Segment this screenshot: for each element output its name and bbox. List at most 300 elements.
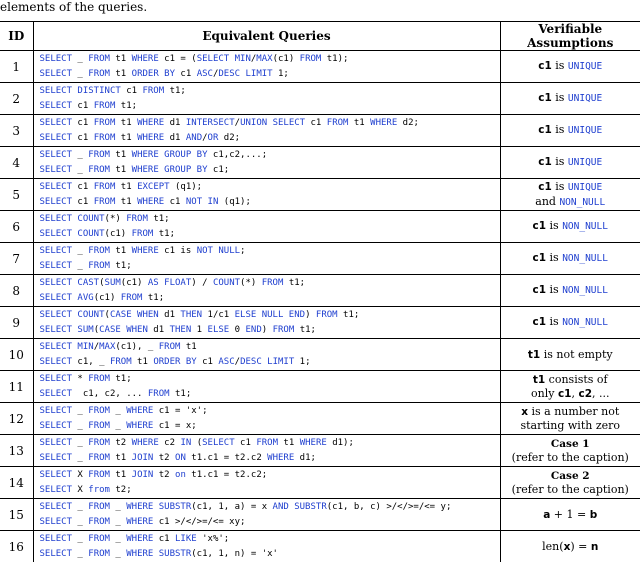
sql-keyword: on <box>175 470 186 480</box>
row-id: 3 <box>0 115 33 147</box>
table-row <box>0 243 640 275</box>
text-segment: _ <box>110 549 126 559</box>
row-id: 15 <box>0 499 33 531</box>
text-segment: _ <box>72 150 88 160</box>
text-segment: and <box>535 195 559 208</box>
assumption-cell <box>500 243 640 275</box>
text-segment: _ <box>72 261 88 271</box>
sql-keyword: SELECT <box>40 118 73 128</box>
sql-keyword: ELSE <box>208 325 230 335</box>
row-id: 11 <box>0 371 33 403</box>
text-segment: t1 <box>110 246 132 256</box>
text-segment: ( <box>94 325 99 335</box>
query-cell <box>33 243 500 275</box>
table-caption: elements of the queries. <box>0 0 640 20</box>
sql-keyword: WHERE <box>137 118 164 128</box>
text-segment: is <box>552 155 568 168</box>
row-id: 5 <box>0 179 33 211</box>
text-segment: d2; <box>218 133 240 143</box>
query-line-2 <box>40 291 500 306</box>
sql-keyword: WHERE <box>137 197 164 207</box>
bold-term: x <box>564 541 571 553</box>
sql-keyword: AS FLOAT <box>148 278 191 288</box>
sql-keyword: SELECT <box>40 389 73 399</box>
assumption-cell <box>500 339 640 371</box>
sql-keyword: SELECT <box>40 182 73 192</box>
header-id: ID <box>0 22 33 51</box>
text-segment: (c1) <box>94 293 121 303</box>
sql-keyword: FROM <box>88 470 110 480</box>
text-segment: c1 <box>235 438 257 448</box>
table-row <box>0 307 640 339</box>
sql-keyword: JOIN <box>132 453 154 463</box>
assumption-cell <box>500 147 640 179</box>
text-segment: t1 <box>110 165 132 175</box>
equivalent-queries-table <box>0 21 640 562</box>
query-cell <box>33 275 500 307</box>
table-row <box>0 435 640 467</box>
text-segment: is <box>546 315 562 328</box>
sql-keyword: FROM <box>94 118 116 128</box>
sql-keyword: FROM <box>126 214 148 224</box>
sql-keyword: FROM <box>316 310 338 320</box>
text-segment: 0 <box>229 325 245 335</box>
query-line-1 <box>40 116 500 131</box>
sql-keyword: WHERE <box>132 246 159 256</box>
sql-keyword: IN <box>180 438 191 448</box>
sql-keyword: SELECT DISTINCT <box>40 86 121 96</box>
sql-keyword: SELECT <box>40 406 73 416</box>
sql-keyword: LIMIT <box>246 69 273 79</box>
sql-keyword: ORDER BY <box>132 69 175 79</box>
text-segment: + 1 = <box>550 508 589 521</box>
row-id: 6 <box>0 211 33 243</box>
row-id: 16 <box>0 531 33 562</box>
text-segment: _ <box>72 453 88 463</box>
sql-keyword: FROM <box>159 342 181 352</box>
text-segment: t1; <box>338 310 360 320</box>
text-segment: t1; <box>115 101 137 111</box>
query-line-2 <box>40 163 500 178</box>
query-line-2 <box>40 515 500 530</box>
sql-keyword: NOT NULL <box>197 246 240 256</box>
text-segment: _ <box>72 69 88 79</box>
sql-keyword: ON <box>175 453 186 463</box>
text-segment: t1 <box>115 118 137 128</box>
query-line-2 <box>40 131 500 146</box>
sql-keyword: FROM <box>94 182 116 192</box>
text-segment: _ <box>72 165 88 175</box>
table-row <box>0 467 640 499</box>
query-line-2 <box>40 323 500 338</box>
text-segment: (c1, 1, a) = x <box>191 502 272 512</box>
sql-keyword: END <box>245 325 261 335</box>
text-segment: c1 <box>305 118 327 128</box>
sql-keyword: WHERE SUBSTR <box>126 502 191 512</box>
text-segment: t1 <box>115 182 137 192</box>
text-segment: / <box>235 357 240 367</box>
table-body <box>0 51 640 562</box>
query-line-1 <box>40 244 500 259</box>
text-segment: 1/c1 <box>202 310 235 320</box>
text-segment: (c1) <box>121 278 148 288</box>
text-segment: _ <box>72 421 88 431</box>
assumption-cell <box>500 83 640 115</box>
text-segment: X <box>72 485 88 495</box>
text-segment: starting with zero <box>520 419 620 432</box>
text-segment: is <box>546 251 562 264</box>
bold-term: Case 1 <box>551 438 590 450</box>
text-segment: c1 = x; <box>153 421 196 431</box>
query-line-1 <box>40 180 500 195</box>
assumption-cell <box>500 275 640 307</box>
sql-keyword: FROM <box>88 517 110 527</box>
sql-keyword: MAX <box>99 342 115 352</box>
query-cell <box>33 51 500 83</box>
bold-term: t1 <box>533 374 545 386</box>
text-segment: _ <box>72 534 88 544</box>
text-segment: (*) <box>240 278 262 288</box>
sql-keyword: FROM <box>88 54 110 64</box>
sql-keyword: FROM <box>94 197 116 207</box>
text-segment: (refer to the caption) <box>512 483 629 496</box>
sql-keyword: FROM <box>256 438 278 448</box>
text-segment: is <box>552 59 568 72</box>
text-segment: t1.c1 = t2.c2; <box>186 470 267 480</box>
sql-keyword: SELECT COUNT <box>40 310 105 320</box>
sql-keyword: SELECT <box>40 549 73 559</box>
query-line-1 <box>40 468 500 483</box>
text-segment: c1 is <box>159 246 197 256</box>
text-segment: t1 <box>180 342 196 352</box>
text-segment: c1 = ( <box>159 54 197 64</box>
sql-keyword: SELECT <box>40 517 73 527</box>
sql-keyword: THEN <box>180 310 202 320</box>
sql-keyword: FROM <box>88 549 110 559</box>
table-row <box>0 531 640 562</box>
text-segment: d1 <box>148 325 170 335</box>
row-id: 12 <box>0 403 33 435</box>
query-line-1 <box>40 404 500 419</box>
text-segment: _ <box>110 502 126 512</box>
text-segment: ( <box>99 278 104 288</box>
sql-keyword: SELECT COUNT <box>40 229 105 239</box>
query-cell <box>33 531 500 562</box>
header-queries: Equivalent Queries <box>33 22 500 51</box>
text-segment: t1; <box>283 278 305 288</box>
sql-keyword: FROM <box>88 453 110 463</box>
text-segment: _ <box>110 421 126 431</box>
text-segment: c1 <box>121 86 143 96</box>
table-row <box>0 115 640 147</box>
sql-keyword: COUNT <box>213 278 240 288</box>
sql-keyword: ELSE NULL END <box>235 310 305 320</box>
query-line-2 <box>40 227 500 242</box>
sql-keyword: FROM <box>88 406 110 416</box>
text-segment: d1 <box>164 133 186 143</box>
text-segment: (q1); <box>218 197 251 207</box>
text-segment: only <box>531 387 558 400</box>
text-segment: (refer to the caption) <box>512 451 629 464</box>
sql-keyword: WHERE <box>126 517 153 527</box>
query-line-2 <box>40 259 500 274</box>
text-segment: t1; <box>170 389 192 399</box>
text-segment: ) / <box>191 278 213 288</box>
row-id: 9 <box>0 307 33 339</box>
text-segment: t2 <box>153 470 175 480</box>
text-segment: c1 = 'x'; <box>153 406 207 416</box>
text-segment: t1; <box>294 325 316 335</box>
sql-keyword: FROM <box>121 293 143 303</box>
sql-keyword: SELECT <box>40 534 73 544</box>
text-segment: c1 <box>153 534 175 544</box>
text-segment: / <box>235 118 240 128</box>
sql-keyword: EXCEPT <box>137 182 170 192</box>
text-segment: c1 <box>197 357 219 367</box>
sql-keyword: FROM <box>262 278 284 288</box>
text-segment: t1 <box>115 197 137 207</box>
sql-keyword: FROM <box>88 261 110 271</box>
sql-keyword: SELECT <box>40 470 73 480</box>
sql-keyword: WHERE <box>126 534 153 544</box>
text-segment: t1; <box>153 229 175 239</box>
sql-keyword: FROM <box>110 357 132 367</box>
query-line-1 <box>40 500 500 515</box>
text-segment: is not empty <box>540 348 612 361</box>
text-segment: _ <box>110 517 126 527</box>
text-segment: c1 <box>175 69 197 79</box>
bold-term: c1 <box>533 220 547 232</box>
text-segment: t1; <box>110 261 132 271</box>
sql-keyword: SELECT <box>40 197 73 207</box>
sql-keyword: FROM <box>88 421 110 431</box>
bold-term: c1 <box>533 284 547 296</box>
text-segment: t1; <box>142 293 164 303</box>
assumption-cell <box>500 51 640 83</box>
text-segment: t1 <box>278 438 300 448</box>
sql-keyword: WHERE <box>126 421 153 431</box>
text-segment: is <box>552 180 568 193</box>
text-segment: is a number not <box>528 405 619 418</box>
sql-keyword: WHERE <box>126 406 153 416</box>
sql-keyword: SELECT <box>40 69 73 79</box>
assumption-cell <box>500 307 640 339</box>
bold-term: c1 <box>538 92 552 104</box>
bold-term: c1 <box>538 124 552 136</box>
text-segment: ( <box>191 438 202 448</box>
query-line-2 <box>40 195 500 210</box>
sql-keyword: FROM <box>327 118 349 128</box>
text-segment: is <box>546 219 562 232</box>
text-segment: d1 <box>159 310 181 320</box>
text-segment: 1; <box>294 357 310 367</box>
text-segment: 1; <box>273 69 289 79</box>
sql-keyword: FROM <box>88 69 110 79</box>
sql-keyword: FROM <box>88 438 110 448</box>
sql-keyword: SELECT MIN <box>40 342 94 352</box>
sql-keyword: JOIN <box>132 470 154 480</box>
text-segment: c1, c2, ... <box>72 389 148 399</box>
table-row <box>0 403 640 435</box>
query-cell <box>33 211 500 243</box>
text-segment: X <box>72 470 88 480</box>
sql-keyword: FROM <box>88 502 110 512</box>
sql-keyword: SELECT <box>40 54 73 64</box>
text-segment: t1 <box>115 133 137 143</box>
text-segment: _ <box>72 246 88 256</box>
row-id: 2 <box>0 83 33 115</box>
text-segment: (c1) <box>273 54 300 64</box>
constraint-name: UNIQUE <box>568 125 602 136</box>
text-segment: c1; <box>208 165 230 175</box>
text-segment: t1 <box>110 150 132 160</box>
text-segment: 1 <box>191 325 207 335</box>
assumption-cell <box>500 211 640 243</box>
query-line-2 <box>40 99 500 114</box>
table-row <box>0 339 640 371</box>
text-segment: t1 <box>110 69 132 79</box>
query-line-1 <box>40 436 500 451</box>
text-segment: t1; <box>110 374 132 384</box>
text-segment: t1.c1 = t2.c2 <box>186 453 267 463</box>
text-segment: t1 <box>110 470 132 480</box>
sql-keyword: FROM <box>88 534 110 544</box>
text-segment: * <box>72 374 88 384</box>
header-row <box>0 22 640 51</box>
text-segment: / <box>251 54 256 64</box>
query-cell <box>33 179 500 211</box>
table-row <box>0 371 640 403</box>
constraint-name: NON_NULL <box>562 317 608 328</box>
row-id: 13 <box>0 435 33 467</box>
bold-term: c1 <box>538 156 552 168</box>
text-segment: c1 >/</>=/<= xy; <box>153 517 245 527</box>
sql-keyword: FROM <box>273 325 295 335</box>
query-line-2 <box>40 387 500 402</box>
sql-keyword: ASC <box>218 357 234 367</box>
assumption-cell <box>500 115 640 147</box>
sql-keyword: WHERE <box>132 438 159 448</box>
query-cell <box>33 83 500 115</box>
table-row <box>0 83 640 115</box>
text-segment: t1; <box>164 86 186 96</box>
text-segment: _ <box>72 54 88 64</box>
text-segment: ) = <box>570 540 591 553</box>
constraint-name: NON_NULL <box>559 197 605 208</box>
assumption-cell <box>500 467 640 499</box>
query-cell <box>33 339 500 371</box>
sql-keyword: DESC <box>218 69 240 79</box>
query-line-1 <box>40 532 500 547</box>
table-row <box>0 179 640 211</box>
sql-keyword: FROM <box>88 150 110 160</box>
sql-keyword: SELECT <box>40 453 73 463</box>
row-id: 14 <box>0 467 33 499</box>
text-segment: (c1, 1, n) = 'x' <box>191 549 278 559</box>
text-segment: ) <box>305 310 316 320</box>
sql-keyword: WHERE <box>267 453 294 463</box>
row-id: 8 <box>0 275 33 307</box>
query-line-1 <box>40 212 500 227</box>
sql-keyword: OR <box>208 133 219 143</box>
query-line-1 <box>40 308 500 323</box>
text-segment: ) <box>262 325 273 335</box>
query-line-2 <box>40 451 500 466</box>
text-segment: t2 <box>153 453 175 463</box>
text-segment: c2 <box>159 438 181 448</box>
query-cell <box>33 371 500 403</box>
text-segment: is <box>546 283 562 296</box>
sql-keyword: SUM <box>105 278 121 288</box>
sql-keyword: SELECT <box>40 133 73 143</box>
sql-keyword: FROM <box>94 133 116 143</box>
text-segment: (q1); <box>170 182 203 192</box>
bold-term: c1 <box>538 60 552 72</box>
text-segment: , <box>571 387 578 400</box>
text-segment: _ <box>110 534 126 544</box>
sql-keyword: LIKE <box>175 534 197 544</box>
sql-keyword: from <box>88 485 110 495</box>
text-segment: (c1) <box>105 229 132 239</box>
sql-keyword: SELECT AVG <box>40 293 94 303</box>
text-segment: is <box>552 123 568 136</box>
sql-keyword: WHERE GROUP BY <box>132 150 208 160</box>
constraint-name: UNIQUE <box>568 61 602 72</box>
query-cell <box>33 147 500 179</box>
text-segment: c1 <box>72 182 94 192</box>
sql-keyword: ASC <box>197 69 213 79</box>
sql-keyword: WHERE <box>132 54 159 64</box>
bold-term: c2 <box>578 388 592 400</box>
text-segment: , ... <box>592 387 609 400</box>
sql-keyword: SELECT <box>40 357 73 367</box>
text-segment: _ <box>72 438 88 448</box>
text-segment: c1, _ <box>72 357 110 367</box>
sql-keyword: SELECT <box>40 374 73 384</box>
text-segment: c1 <box>164 197 186 207</box>
bold-term: c1 <box>558 388 572 400</box>
sql-keyword: SELECT <box>40 150 73 160</box>
text-segment: ; <box>240 246 245 256</box>
row-id: 7 <box>0 243 33 275</box>
assumption-cell <box>500 499 640 531</box>
text-segment: _ <box>72 549 88 559</box>
query-line-1 <box>40 372 500 387</box>
sql-keyword: INTERSECT <box>186 118 235 128</box>
text-segment: c1 <box>72 101 94 111</box>
query-line-2 <box>40 547 500 562</box>
query-line-2 <box>40 483 500 498</box>
sql-keyword: THEN <box>170 325 192 335</box>
sql-keyword: FROM <box>142 86 164 96</box>
sql-keyword: FROM <box>300 54 322 64</box>
sql-keyword: AND <box>186 133 202 143</box>
bold-term: n <box>591 541 598 553</box>
text-segment: t1); <box>321 54 348 64</box>
text-segment: (*) <box>105 214 127 224</box>
constraint-name: UNIQUE <box>568 182 602 193</box>
sql-keyword: CASE WHEN <box>99 325 148 335</box>
bold-term: a <box>543 509 550 521</box>
sql-keyword: CASE WHEN <box>110 310 159 320</box>
query-cell <box>33 403 500 435</box>
sql-keyword: FROM <box>148 389 170 399</box>
bold-term: c1 <box>533 252 547 264</box>
query-line-1 <box>40 84 500 99</box>
table-row <box>0 275 640 307</box>
bold-term: t1 <box>528 349 540 361</box>
table-row <box>0 51 640 83</box>
